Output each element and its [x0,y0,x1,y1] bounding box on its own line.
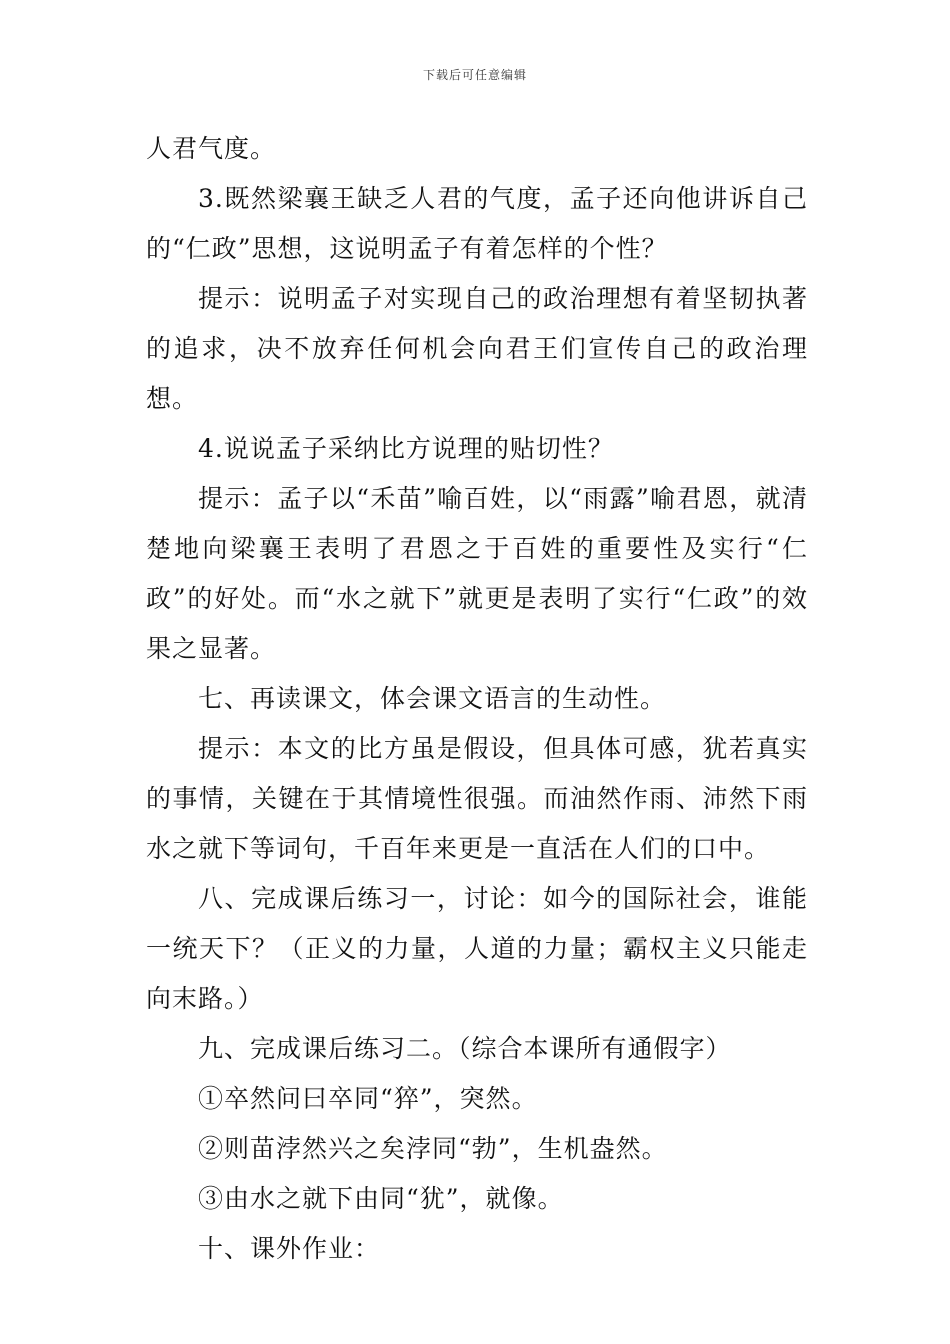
section-seven-heading: 七、再读课文，体会课文语言的生动性。 [198,684,667,713]
list-item-1: ①卒然问曰卒同“猝”，突然。 [198,1084,538,1113]
document-body [146,124,808,1274]
paragraph-1: 人君气度。 [146,134,277,163]
list-item-2: ②则苗浡然兴之矣浡同“勃”，生机盎然。 [198,1134,668,1163]
paragraph-question-4: 4.说说孟子采纳比方说理的贴切性？ [198,434,614,463]
list-item-3: ③由水之就下由同“犹”，就像。 [198,1184,564,1213]
section-eight: 八、完成课后练习一，讨论：如今的国际社会，谁能一统天下？（正义的力量，人道的力量；霸权主义只能走向末路。） [146,884,808,1013]
section-ten-heading: 十、课外作业： [198,1234,381,1263]
section-nine-heading: 九、完成课后练习二。（综合本课所有通假字） [198,1034,732,1063]
paragraph-hint-4: 提示：孟子以“禾苗”喻百姓，以“雨露”喻君恩，就清楚地向梁襄王表明了君恩之于百姓的重要性及实行“仁政”的好处。而“水之就下”就更是表明了实行“仁政”的效果之显著。 [146,484,808,663]
paragraph-hint-seven: 提示：本文的比方虽是假设，但具体可感，犹若真实的事情，关键在于其情境性很强。而油然作雨、沛然下雨水之就下等词句，千百年来更是一直活在人们的口中。 [146,734,808,863]
paragraph-hint-3: 提示：说明孟子对实现自己的政治理想有着坚韧执著的追求，决不放弃任何机会向君王们宣传自己的政治理想。 [146,284,808,413]
page-header: 下载后可任意编辑 [422,68,527,82]
paragraph-question-3: 3.既然梁襄王缺乏人君的气度，孟子还向他讲诉自己的“仁政”思想，这说明孟子有着怎样的个性？ [146,184,808,263]
